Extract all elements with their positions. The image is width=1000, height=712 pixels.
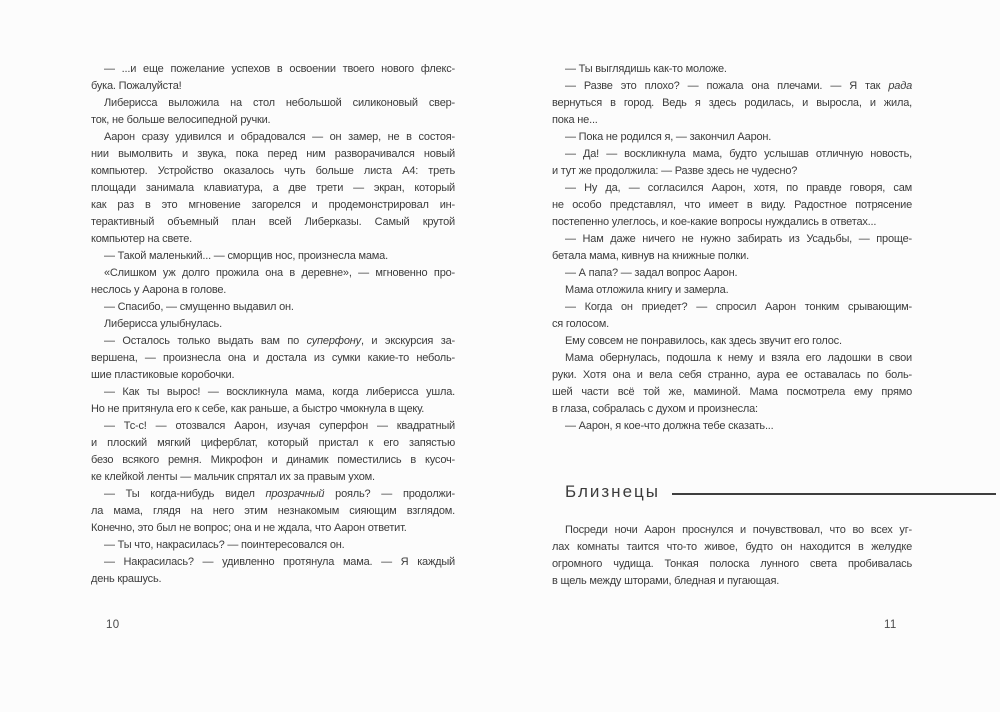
- text-line: и плоский мягкий циферблат, который пристал к его запястью: [91, 437, 455, 449]
- text-line: Либерисса улыбнулась.: [104, 318, 222, 330]
- text-line: нии вымолвить и звука, пока перед ним разворачивался новый: [91, 148, 455, 160]
- text-line: Но не притянула его к себе, как раньше, а быстро чмокнула в щеку.: [91, 403, 425, 415]
- page-number-right: 11: [884, 619, 897, 631]
- text-line: неслось у Аарона в голове.: [91, 284, 227, 296]
- text-line: — Осталось только выдать вам по суперфону, и экскурсия за-: [104, 335, 455, 347]
- text-line: — Спасибо, — смущенно выдавил он.: [104, 301, 294, 313]
- text-line: — Ты когда-нибудь видел прозрачный рояль? — продолжи-: [104, 488, 455, 500]
- text-line: руки. Хотя она и вела себя странно, аура ее оставалась по боль-: [552, 369, 912, 381]
- text-line: бука. Пожалуйста!: [91, 80, 182, 92]
- text-line: в глаза, собралась с духом и произнесла:: [552, 403, 758, 415]
- left-page-text: [91, 61, 455, 588]
- chapter-heading: Близнецы: [565, 482, 660, 501]
- text-line: вернуться в город. Ведь я здесь родилась, и выросла, и жила,: [552, 97, 912, 109]
- text-line: — Тс-с! — отозвался Аарон, изучая суперфон — квадратный: [104, 420, 455, 432]
- text-line: — Нам даже ничего не нужно забирать из Усадьбы, — проще-: [565, 233, 912, 245]
- right-page: [552, 61, 912, 590]
- text-line: Конечно, это был не вопрос; она и не ждала, что Аарон ответит.: [91, 522, 407, 534]
- right-page-chapter-text: [552, 522, 912, 590]
- text-line: шие пластиковые коробочки.: [91, 369, 235, 381]
- text-line: — А папа? — задал вопрос Аарон.: [565, 267, 738, 279]
- text-line: терактивный объемный план всей Либерказы. Самый крутой: [91, 216, 455, 228]
- text-line: — Ты что, накрасилась? — поинтересовался он.: [104, 539, 345, 551]
- text-line: — ...и еще пожелание успехов в освоении твоего нового флекс-: [104, 63, 455, 75]
- text-line: площади занимала клавиатура, а две трети — экран, который: [91, 182, 455, 194]
- text-line: — Как ты вырос! — воскликнула мама, когда либерисса ушла.: [104, 386, 455, 398]
- text-line: ся голосом.: [552, 318, 609, 330]
- text-line: день крашусь.: [91, 573, 162, 585]
- text-line: ла мама, глядя на него этим незнакомым сияющим взглядом.: [91, 505, 455, 517]
- text-line: — Когда он приедет? — спросил Аарон тонким срывающим-: [565, 301, 912, 313]
- text-line: — Разве это плохо? — пожала она плечами. — Я так рада: [565, 80, 912, 92]
- text-line: — Такой маленький... — сморщив нос, произнесла мама.: [104, 250, 388, 262]
- text-line: шей части всё той же, маминой. Мама посмотрела ему прямо: [552, 386, 912, 398]
- text-line: безо всякого ремня. Микрофон и динамик поместились в кусоч-: [91, 454, 455, 466]
- text-line: «Слишком уж долго прожила она в деревне», — мгновенно про-: [104, 267, 455, 279]
- text-line: огромного чудища. Тонкая полоска лунного света пробивалась: [552, 558, 912, 570]
- text-line: — Ты выглядишь как-то моложе.: [565, 63, 727, 75]
- text-line: вершена, — произнесла она и достала из сумки какие-то неболь-: [91, 352, 455, 364]
- text-line: в щель между шторами, бледная и пугающая.: [552, 575, 780, 587]
- text-line: Мама обернулась, подошла к нему и взяла его ладошки в свои: [565, 352, 912, 364]
- text-line: постепенно улеглось, и кое-какие вопросы нуждались в ответах...: [552, 216, 877, 228]
- text-line: Мама отложила книгу и замерла.: [565, 284, 729, 296]
- text-line: компьютер. Устройство оказалось чуть больше листа А4: треть: [91, 165, 455, 177]
- text-line: — Да! — воскликнула мама, будто услышав отличную новость,: [565, 148, 912, 160]
- text-line: как раз в это мгновение загорелся и продемонстрировал ин-: [91, 199, 455, 211]
- text-line: Аарон сразу удивился и обрадовался — он замер, не в состоя-: [104, 131, 455, 143]
- text-line: Либерисса выложила на стол небольшой силиконовый свер-: [104, 97, 455, 109]
- text-line: бетала мама, кивнув на книжные полки.: [552, 250, 749, 262]
- text-line: Ему совсем не понравилось, как здесь звучит его голос.: [565, 335, 842, 347]
- chapter-heading-row: [552, 480, 996, 504]
- text-line: пока не...: [552, 114, 598, 126]
- heading-rule-line: [672, 493, 996, 495]
- text-line: — Ну да, — согласился Аарон, хотя, по правде говоря, сам: [565, 182, 912, 194]
- text-line: — Пока не родился я, — закончил Аарон.: [565, 131, 772, 143]
- text-line: компьютер на свете.: [91, 233, 193, 245]
- left-page: [91, 61, 455, 588]
- text-line: ток, не больше велосипедной ручки.: [91, 114, 271, 126]
- right-page-body-text: [552, 61, 912, 435]
- text-line: лах комнаты таится что-то живое, будто он находится в желудке: [552, 541, 912, 553]
- text-line: — Накрасилась? — удивленно протянула мама. — Я каждый: [104, 556, 455, 568]
- text-line: Посреди ночи Аарон проснулся и почувствовал, что во всех уг-: [565, 524, 912, 536]
- page-number-left: 10: [106, 619, 120, 631]
- text-line: ке клейкой ленты — мальчик спрятал их за правым ухом.: [91, 471, 375, 483]
- text-line: не особо представлял, что имеет в виду. Радостное потрясение: [552, 199, 912, 211]
- text-line: и тут же продолжила: — Разве здесь не чудесно?: [552, 165, 798, 177]
- text-line: — Аарон, я кое-что должна тебе сказать...: [565, 420, 774, 432]
